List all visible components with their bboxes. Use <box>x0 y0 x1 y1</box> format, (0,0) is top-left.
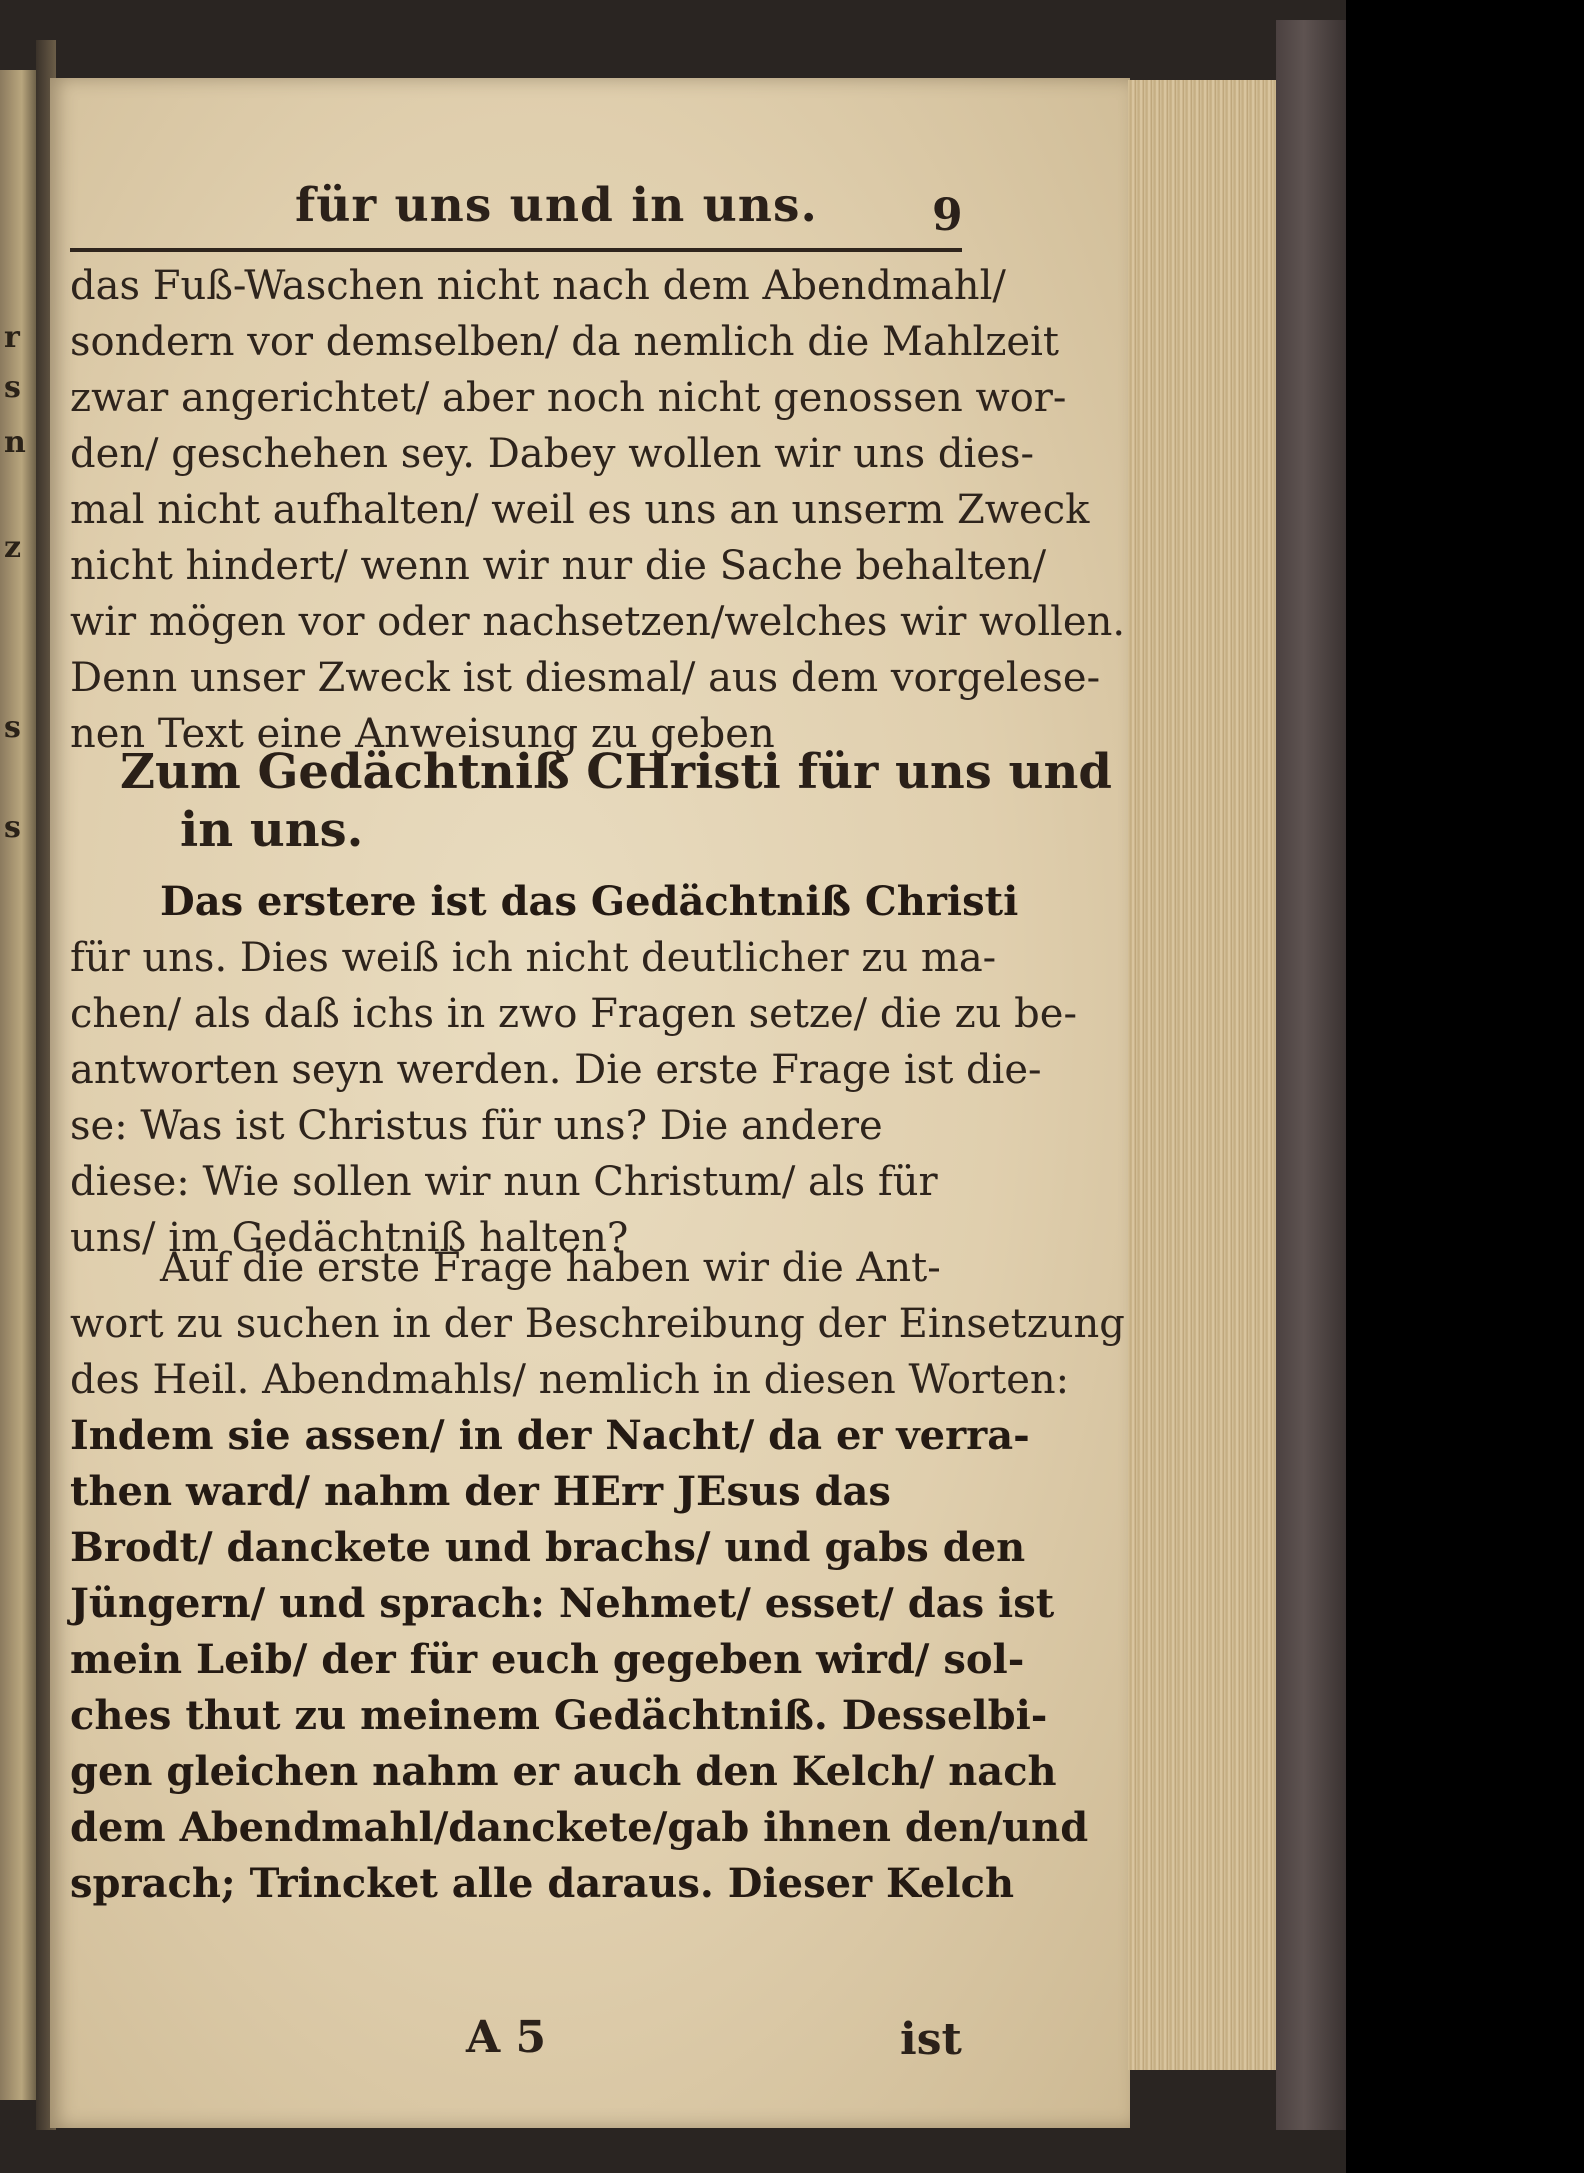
header-rule <box>70 248 962 252</box>
text-line: des Heil. Abendmahls/ nemlich in diesen Worten: <box>70 1357 1070 1403</box>
page-number: 9 <box>932 190 963 241</box>
text-line: mal nicht aufhalten/ weil es uns an unserm Zweck <box>70 487 1090 533</box>
text-line: Das erstere ist das Gedächtniß Christi <box>160 878 1019 925</box>
background <box>1346 0 1584 2173</box>
text-line: antworten seyn werden. Die erste Frage ist die- <box>70 1047 1042 1093</box>
left-page-fragment: n <box>4 425 26 460</box>
left-page-fragment: r <box>4 320 20 355</box>
text-line: diese: Wie sollen wir nun Christum/ als für <box>70 1159 938 1205</box>
left-page-fragment: s <box>4 810 21 845</box>
section-caption: Zum Gedächtniß CHristi für uns und <box>120 744 1112 800</box>
text-line: Brodt/ danckete und brachs/ und gabs den <box>70 1524 1026 1571</box>
text-line: se: Was ist Christus für uns? Die andere <box>70 1103 883 1149</box>
page-fore-edge <box>1128 80 1280 2070</box>
text-line: zwar angerichtet/ aber noch nicht genossen wor- <box>70 375 1067 421</box>
left-page-fragment: s <box>4 710 21 745</box>
text-line: wir mögen vor oder nachsetzen/welches wir wollen. <box>70 599 1126 645</box>
text-line: then ward/ nahm der HErr JEsus das <box>70 1468 891 1515</box>
text-line: dem Abendmahl/danckete/gab ihnen den/und <box>70 1804 1089 1851</box>
catchword: ist <box>900 2014 962 2065</box>
section-caption: in uns. <box>180 802 364 858</box>
left-page-fragment: s <box>4 370 21 405</box>
book-cover-edge <box>1276 20 1346 2130</box>
text-line: Auf die erste Frage haben wir die Ant- <box>160 1245 941 1291</box>
text-line: mein Leib/ der für euch gegeben wird/ sol- <box>70 1636 1025 1683</box>
running-head: für uns und in uns. <box>295 178 818 233</box>
text-line: nen Text eine Anweisung zu geben <box>70 711 775 757</box>
text-line: Jüngern/ und sprach: Nehmet/ esset/ das ist <box>70 1580 1055 1627</box>
text-line: chen/ als daß ichs in zwo Fragen setze/ die zu be- <box>70 991 1077 1037</box>
text-line: nicht hindert/ wenn wir nur die Sache behalten/ <box>70 543 1047 589</box>
text-line: Denn unser Zweck ist diesmal/ aus dem vorgelese- <box>70 655 1101 701</box>
text-line: sprach; Trincket alle daraus. Dieser Kelch <box>70 1860 1015 1907</box>
text-line: sondern vor demselben/ da nemlich die Mahlzeit <box>70 319 1059 365</box>
text-line: ches thut zu meinem Gedächtniß. Desselbi- <box>70 1692 1048 1739</box>
signature-mark: A 5 <box>466 2012 547 2063</box>
text-line: uns/ im Gedächtniß halten? <box>70 1215 629 1261</box>
left-facing-page-edge <box>0 70 36 2100</box>
text-line: Indem sie assen/ in der Nacht/ da er verra- <box>70 1412 1030 1459</box>
text-line: für uns. Dies weiß ich nicht deutlicher zu ma- <box>70 935 997 981</box>
text-line: gen gleichen nahm er auch den Kelch/ nach <box>70 1748 1057 1795</box>
left-page-fragment: z <box>4 530 22 565</box>
text-line: wort zu suchen in der Beschreibung der Einsetzung <box>70 1301 1125 1347</box>
text-line: den/ geschehen sey. Dabey wollen wir uns dies- <box>70 431 1035 477</box>
text-line: das Fuß-Waschen nicht nach dem Abendmahl/ <box>70 263 1006 309</box>
